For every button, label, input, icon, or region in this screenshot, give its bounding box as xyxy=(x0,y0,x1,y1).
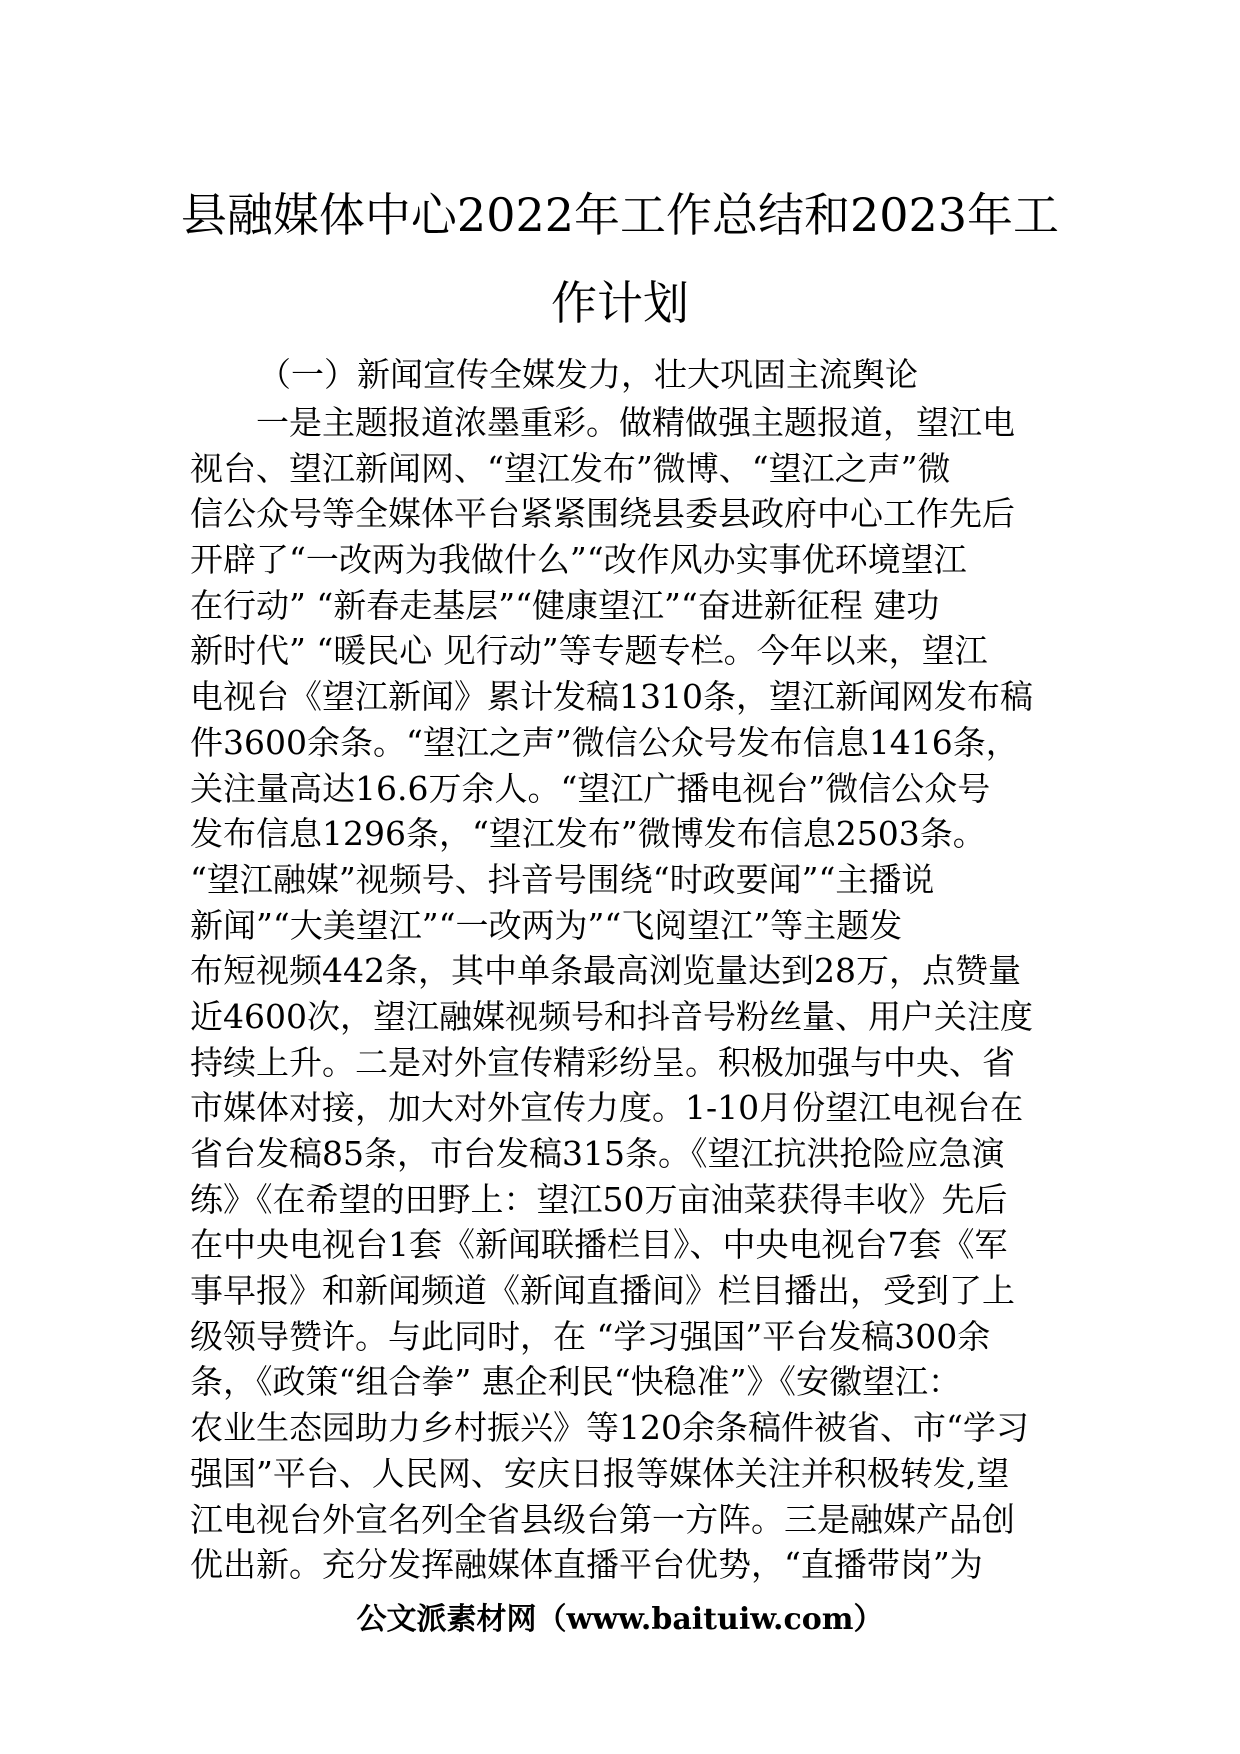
body-line: 开辟了“一改两为我做什么”“改作风办实事优环境望江 xyxy=(190,540,967,580)
body-line: 强国”平台、人民网、安庆日报等媒体关注并积极转发,望 xyxy=(190,1453,1010,1493)
body-paragraph xyxy=(190,400,1110,1588)
body-line: 信公众号等全媒体平台紧紧围绕县委县政府中心工作先后 xyxy=(190,494,1015,534)
body-line: 视台、望江新闻网、“望江发布”微博、“望江之声”微 xyxy=(190,448,951,488)
body-line: 在行动” “新春走基层”“健康望江”“奋进新征程 建功 xyxy=(190,585,940,625)
body-line: 一是主题报道浓墨重彩。做精做强主题报道，望江电 xyxy=(190,403,1015,442)
body-line: “望江融媒”视频号、抖音号围绕“时政要闻”“主播说 xyxy=(190,859,935,899)
section-heading: （一）新闻宣传全媒发力，壮大巩固主流舆论 xyxy=(258,355,918,394)
body-line: 新时代” “暖民心 见行动”等专题专栏。今年以来，望江 xyxy=(190,631,988,671)
body-line: 布短视频442条，其中单条最高浏览量达到28万，点赞量 xyxy=(190,951,1021,991)
body-line: 事早报》和新闻频道《新闻直播间》栏目播出，受到了上 xyxy=(190,1271,1015,1311)
body-line: 条，《政策“组合拳” 惠企利民“快稳准”》《安徽望江： xyxy=(190,1362,961,1402)
body-line: 电视台《望江新闻》累计发稿1310条，望江新闻网发布稿 xyxy=(190,677,1033,717)
body-line: 练》《在希望的田野上：望江50万亩油菜获得丰收》先后 xyxy=(190,1179,1008,1219)
body-line: 江电视台外宣名列全省县级台第一方阵。三是融媒产品创 xyxy=(190,1499,1015,1539)
body-line: 持续上升。二是对外宣传精彩纷呈。积极加强与中央、省 xyxy=(190,1042,1015,1082)
body-line: 件3600余条。“望江之声”微信公众号发布信息1416条， xyxy=(190,722,1019,762)
body-line: 关注量高达16.6万余人。“望江广播电视台”微信公众号 xyxy=(190,768,991,808)
body-line: 发布信息1296条，“望江发布”微博发布信息2503条。 xyxy=(190,814,986,854)
document-title-line-2: 作计划 xyxy=(551,276,689,330)
body-line: 新闻”“大美望江”“一改两为”“飞阅望江”等主题发 xyxy=(190,905,903,945)
body-line: 优出新。充分发挥融媒体直播平台优势，“直播带岗”为 xyxy=(190,1545,983,1585)
body-line: 级领导赞许。与此同时，在 “学习强国”平台发稿300余 xyxy=(190,1316,991,1356)
document-title-line-1: 县融媒体中心2022年工作总结和2023年工 xyxy=(180,188,1060,242)
body-line: 市媒体对接，加大对外宣传力度。1-10月份望江电视台在 xyxy=(190,1088,1024,1128)
body-line: 农业生态园助力乡村振兴》等120余条稿件被省、市“学习 xyxy=(190,1408,1029,1448)
body-line: 省台发稿85条，市台发稿315条。《望江抗洪抢险应急演 xyxy=(190,1134,1005,1173)
footer-watermark: 公文派素材网（www.baituiw.com） xyxy=(356,1602,884,1637)
body-line: 在中央电视台1套《新闻联播栏目》、中央电视台7套《军 xyxy=(190,1225,1008,1265)
body-line: 近4600次，望江融媒视频号和抖音号粉丝量、用户关注度 xyxy=(190,996,1033,1036)
